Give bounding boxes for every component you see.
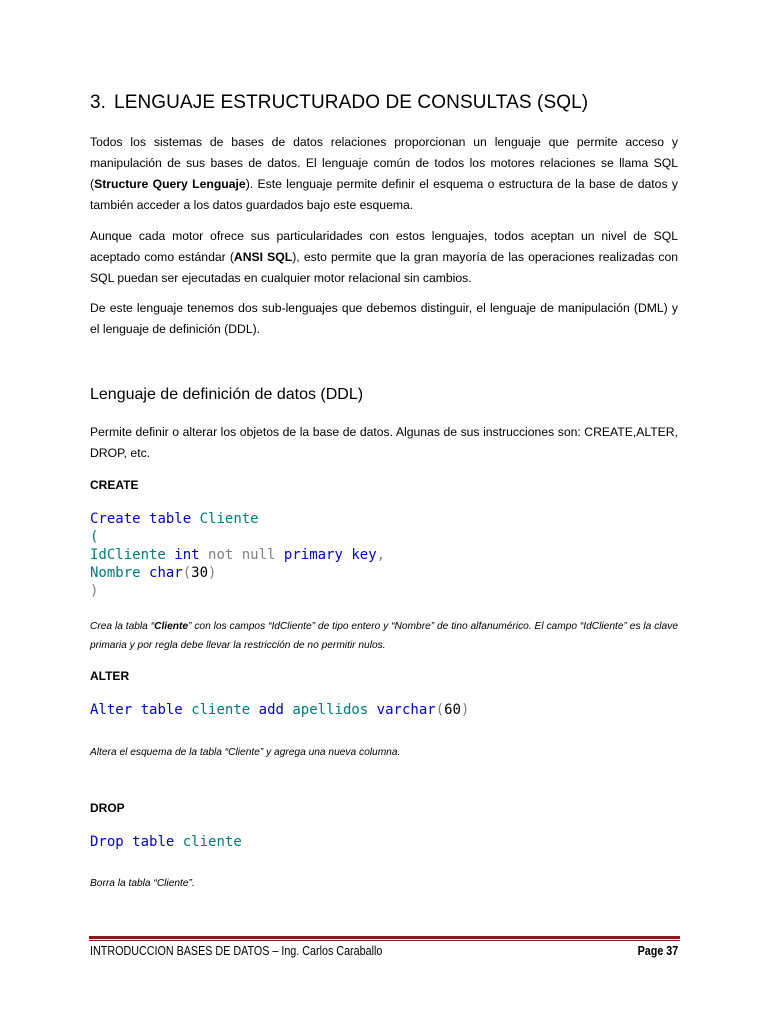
alter-note: Altera el esquema de la tabla “Cliente” y agrega una nueva columna.	[90, 747, 401, 758]
paragraph-intro	[90, 132, 678, 216]
code-punct: ,	[376, 547, 386, 563]
paragraph-standard	[90, 226, 678, 289]
code-keyword: table	[132, 834, 175, 850]
create-note	[90, 617, 678, 655]
code-keyword: table	[149, 511, 192, 527]
ddl-intro: Permite definir o alterar los objetos de la base de datos. Algunas de sus instrucciones son: CREATE,ALTER, DROP, etc.	[90, 425, 678, 460]
code-constraint: not null	[208, 547, 276, 563]
code-identifier: Cliente	[199, 511, 259, 527]
code-number: 30	[191, 565, 209, 581]
code-type: char	[149, 565, 183, 581]
create-code-block	[90, 510, 385, 600]
code-identifier: cliente	[191, 702, 251, 718]
code-type: varchar	[376, 702, 436, 718]
code-punct: (	[182, 565, 192, 581]
code-punct: )	[90, 583, 99, 599]
code-keyword: Create	[90, 511, 141, 527]
note-text: Crea la tabla “	[90, 621, 155, 632]
create-label: CREATE	[90, 478, 139, 492]
code-punct: (	[435, 702, 445, 718]
drop-note: Borra la tabla “Cliente”.	[90, 878, 195, 889]
paragraph-sublanguages: De este lenguaje tenemos dos sub-lenguajes que debemos distinguir, el lenguaje de manipulación (DML) y el lenguaje de definición (DDL).	[90, 301, 678, 336]
footer-title: INTRODUCCION BASES DE DATOS – Ing. Carlos Caraballo	[90, 944, 383, 958]
code-keyword: Drop	[90, 834, 124, 850]
alter-label: ALTER	[90, 669, 130, 683]
code-punct: (	[90, 529, 99, 545]
code-number: 60	[444, 702, 461, 718]
note-bold: Cliente	[154, 621, 189, 632]
footer-rule-thin	[89, 940, 680, 941]
paragraph-text: Todos los sistemas de bases de datos relaciones proporcionan un lenguaje que permite acceso y manipulación de sus bases de datos. El lenguaje común de todos los motores relaciones se llama SQL (	[90, 135, 678, 191]
code-keyword: Alter	[90, 702, 133, 718]
code-type: int	[174, 547, 200, 563]
code-punct: )	[460, 702, 470, 718]
code-punct: )	[208, 565, 217, 581]
drop-label: DROP	[90, 801, 125, 815]
code-identifier: IdCliente	[90, 547, 166, 563]
section-heading	[90, 92, 588, 114]
note-text: ” con los campos “IdCliente” de tipo entero y “Nombre” de tino alfanumérico. El campo “IdCliente” es la clave primaria y por regla debe llevar la restricción de no permitir nulos.	[90, 621, 678, 651]
page-number: Page 37	[637, 944, 678, 958]
code-identifier: cliente	[182, 834, 242, 850]
paragraph-text: ), esto permite que la gran mayoría de las operaciones realizadas con SQL puedan ser ejecutadas en cualquier motor relacional sin cambios.	[90, 250, 678, 285]
alter-code-block	[90, 701, 469, 719]
bold-term: ANSI SQL	[233, 250, 293, 264]
code-keyword: primary key	[283, 547, 377, 563]
code-identifier: Nombre	[90, 565, 141, 581]
drop-code-block	[90, 833, 242, 851]
subsection-title: Lenguaje de definición de datos (DDL)	[90, 386, 364, 403]
footer-rule-thick	[89, 936, 680, 939]
paragraph-text: ). Este lenguaje permite definir el esquema o estructura de la base de datos y también acceder a los datos guardados bajo este esquema.	[90, 177, 678, 212]
bold-term: Structure Query Lenguaje	[94, 177, 246, 191]
section-title: LENGUAJE ESTRUCTURADO DE CONSULTAS (SQL)	[114, 92, 589, 113]
paragraph-text: Aunque cada motor ofrece sus particularidades con estos lenguajes, todos aceptan un nivel de SQL aceptado como estándar (	[90, 229, 678, 264]
code-identifier: apellidos	[292, 702, 369, 718]
code-keyword: add	[258, 702, 284, 718]
section-number: 3.	[90, 92, 107, 113]
code-keyword: table	[140, 702, 183, 718]
